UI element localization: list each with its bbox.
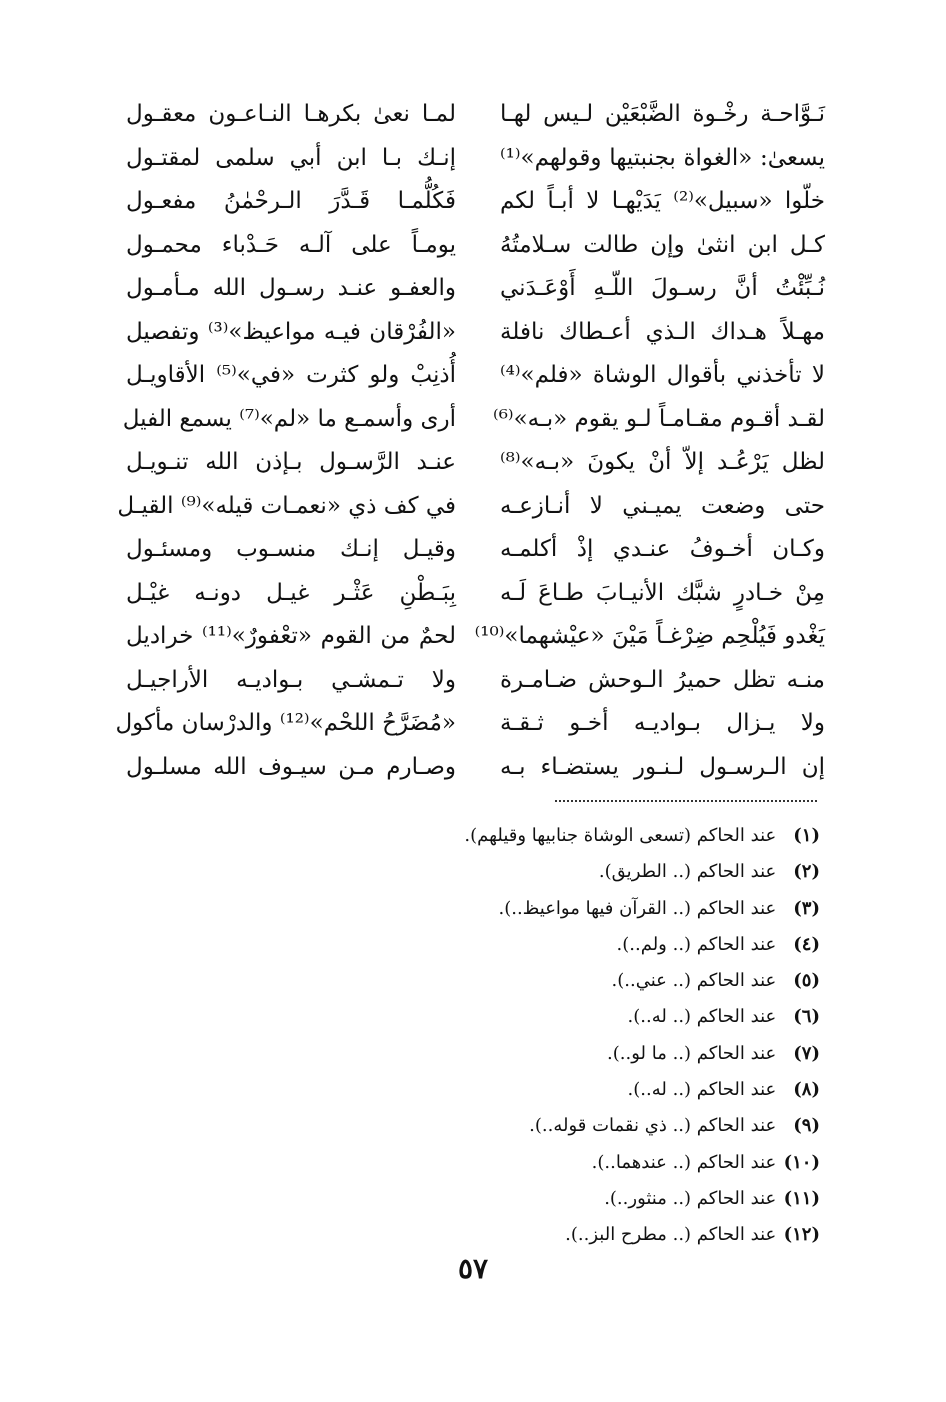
footnote-text: عند الحاكم (.. منثور..). (604, 1187, 777, 1209)
verse-line (118, 136, 828, 180)
verse-first-hemistich: لا تأخذني بأقوال الوشاة «فلم»⁽⁴⁾ (500, 362, 825, 388)
verse-line (118, 614, 828, 658)
footnote-item (300, 963, 820, 999)
footnote-item (300, 854, 820, 890)
footnote-text: عند الحاكم (.. ولم..). (616, 933, 777, 955)
footnote-number: (١١) (783, 1187, 820, 1209)
verse-line (118, 92, 828, 136)
verse-line (118, 310, 828, 354)
footnote-number: (٦) (793, 1006, 820, 1028)
verse-first-hemistich: وكـان أخـوفُ عنـدي إذْ أكلمـه (500, 536, 825, 562)
verse-second-hemistich: «مُضَرَّحُ اللحْم»⁽¹²⁾ والدرْسان مأكول (115, 710, 456, 736)
verse-line (118, 179, 828, 223)
verse-second-hemistich: والعفـو عنـد رسـول الله مـأمـول (126, 275, 456, 301)
verse-first-hemistich: يَغْدو فَيُلْحِم ضِرْغـاً مَيْنَ «عيْشهما»⁽¹⁰⁾ (474, 623, 825, 649)
verse-first-hemistich: حتى وضعت يميـني لا أنـازعـه (500, 492, 825, 519)
footnotes (300, 818, 820, 1254)
verse-line (115, 701, 828, 745)
footnote-item (300, 1108, 820, 1144)
verse-first-hemistich: مِنْ خـادرٍ شبَّك الأنيـابَ طـاعَ لَـه (500, 579, 825, 606)
footnote-item (300, 1181, 820, 1217)
verse-first-hemistich: ولا يـزال بـواديـه أخـو ثـقـة (500, 710, 825, 736)
verse-first-hemistich: كـل ابن انثىٰ وإن طالت سـلامتُهُ (500, 231, 825, 258)
verse-first-hemistich: إن الـرسـول لـنـور يستضـاء بـه (500, 753, 825, 780)
verse-second-hemistich: أُذنِبْ ولو كثرت «في»⁽⁵⁾ الأقاويـل (126, 362, 456, 388)
footnote-number: (١٠) (783, 1151, 820, 1173)
footnote-text: عند الحاكم (.. له..). (627, 1079, 777, 1101)
footnote-number: (٤) (793, 933, 820, 955)
footnote-text: عند الحاكم (.. عني..). (611, 970, 777, 992)
footnote-number: (٩) (793, 1115, 820, 1137)
verse-line (118, 353, 828, 397)
footnote-item (300, 818, 820, 854)
footnote-number: (١) (793, 825, 820, 846)
footnote-separator (555, 800, 817, 802)
verse-line (118, 745, 828, 789)
footnote-item (300, 999, 820, 1035)
footnote-text: عند الحاكم (.. القرآن فيها مواعيظ..). (498, 897, 777, 919)
verse-second-hemistich: أرى وأسمـع ما «لم»⁽⁷⁾ يسمع الفيل (122, 405, 456, 432)
verse-second-hemistich: في كف ذي «نعمـات قيله»⁽⁹⁾ القيـل (117, 492, 456, 519)
verse-line (118, 484, 828, 528)
page-number: ٥٧ (457, 1252, 489, 1285)
footnote-number: (٣) (793, 897, 820, 919)
verse-second-hemistich: لحمٌ من القوم «تعْفورٌ»⁽¹¹⁾ خراديل (126, 623, 456, 649)
verse-first-hemistich: لقـد أقـوم مقـامـاً لـو يقوم «بـه»⁽⁶⁾ (493, 405, 825, 432)
verse-second-hemistich: إنـك بـا ابن أبي سلمى لمقتـول (126, 144, 456, 171)
verse-first-hemistich: نَـوَّاحـة رخْـوة الضَّبْعَيْن لـيس لهـا (500, 101, 825, 127)
footnote-text: عند الحاكم (.. ما لو..). (607, 1042, 777, 1064)
verse-second-hemistich: فَكُلُّمـا قَـدَّرَ الـرحْمٰنُ مفعـول (126, 188, 456, 214)
footnote-item (300, 1072, 820, 1108)
footnote-text: عند الحاكم (.. له..). (627, 1006, 777, 1028)
footnote-number: (٢) (793, 861, 820, 883)
footnote-item (300, 927, 820, 963)
verse-line (118, 658, 828, 702)
verse-second-hemistich: عنـد الرَّسـول بـإذن الله تنـويـل (126, 449, 456, 475)
footnote-text: عند الحاكم (تسعى الوشاة جنابيها وقيلهم). (464, 825, 777, 846)
footnote-number: (٨) (793, 1079, 820, 1101)
verse-first-hemistich: يسعىٰ: «الغواة بجنبتيها وقولهم»⁽¹⁾ (500, 144, 825, 171)
verse-second-hemistich: لمـا نعىٰ بكرهـا النـاعـون معقـول (126, 101, 456, 127)
verse-first-hemistich: مهـلاً هـداك الـذي أعـطاك نافلة (500, 318, 825, 345)
footnote-number: (١٢) (783, 1224, 820, 1246)
verse-line (118, 266, 828, 310)
verse-line (118, 571, 828, 615)
footnote-number: (٥) (793, 970, 820, 992)
verse-line (118, 527, 828, 571)
verse-line (118, 440, 828, 484)
verse-second-hemistich: يومـاً على آلـه حَـدْباء محمـول (126, 231, 456, 258)
verse-first-hemistich: نُـبِّئْتُ أنَّ رسـولَ اللّـهِ أَوْعَـدَني (500, 275, 825, 301)
footnote-text: عند الحاكم (.. مطرح البز..). (565, 1224, 777, 1246)
footnote-text: عند الحاكم (.. عندهما..). (591, 1151, 777, 1173)
poem-verses (115, 92, 828, 782)
footnote-text: عند الحاكم (.. الطريق). (598, 861, 777, 883)
verse-first-hemistich: خلّوا «سبيل»⁽²⁾ يَدَيْهـا لا أبـاً لكم (500, 188, 826, 214)
verse-second-hemistich: وقيـل إنـك منسـوب ومسئـول (126, 536, 456, 562)
verse-line (118, 397, 828, 441)
verse-second-hemistich: بِبَـطْنِ عَثْـر غيـل دونـه غيْـل (126, 579, 456, 606)
verse-first-hemistich: منـه تظل حميرُ الـوحش ضـامـرة (500, 666, 825, 693)
footnote-item (300, 1145, 820, 1181)
verse-second-hemistich: ولا تـمشـي بـواديـه الأراجيـل (126, 666, 456, 693)
footnote-text: عند الحاكم (.. ذي نقمات قوله..). (529, 1115, 777, 1137)
footnote-item (300, 891, 820, 927)
verse-second-hemistich: «الفُرْقان فيـه مواعيظ»⁽³⁾ وتفصيل (126, 318, 456, 345)
footnote-item (300, 1217, 820, 1253)
verse-first-hemistich: لظل يَرْعُـد إلاّ أنْ يكونَ «بـه»⁽⁸⁾ (500, 449, 825, 475)
footnote-item (300, 1036, 820, 1072)
verse-line (118, 223, 828, 267)
verse-second-hemistich: وصـارم مـن سيـوف الله مسلـول (126, 753, 456, 780)
footnote-number: (٧) (793, 1042, 820, 1064)
